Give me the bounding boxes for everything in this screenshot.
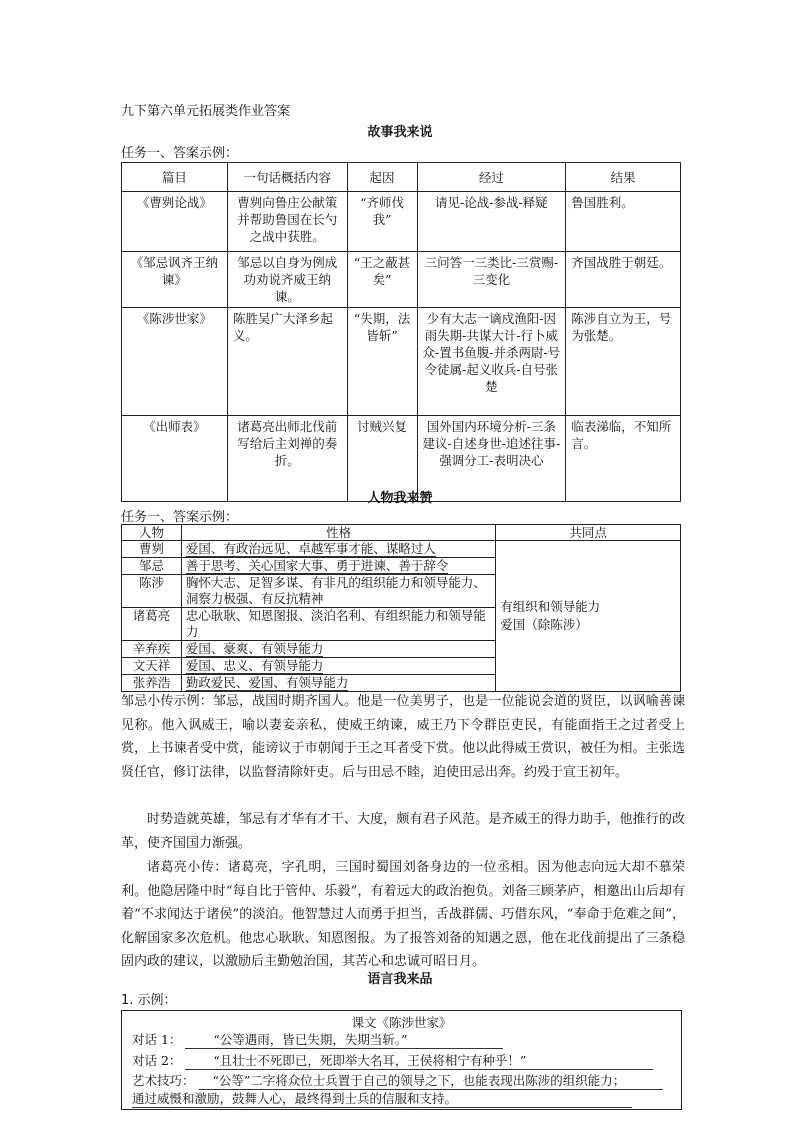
table-cell: 邹忌: [122, 558, 182, 575]
table-row: [122, 192, 681, 252]
trait-text: 勤政爱民、爱国、有领导能力: [185, 675, 349, 690]
header-cell: 结果: [566, 163, 681, 192]
table-cell: 少有大志一谪戍渔阳-因雨失期-共谋大计-行卜威众-置书鱼腹-并杀两尉-号令徒属-起义收兵-自号张楚: [417, 308, 566, 416]
section-heading-language: 语言我来品: [367, 972, 433, 987]
table-cell: 讨贼兴复: [347, 416, 417, 502]
table-cell: 陈涉自立为王，号为张楚。: [566, 308, 681, 416]
table-cell: 鲁国胜利。: [566, 192, 681, 252]
table-cell: 《邹忌讽齐王纳谏》: [122, 252, 228, 308]
table-cell: 曹刿向鲁庄公献策并帮助鲁国在长勺之战中获胜。: [227, 192, 347, 252]
art-technique: [132, 1072, 663, 1090]
task-label-2: 任务一、答案示例：: [121, 510, 239, 525]
header-cell: 起因: [347, 163, 417, 192]
story-table-header: [122, 163, 681, 192]
art-technique-cont: [132, 1090, 632, 1108]
table-cell: [181, 658, 495, 675]
table-cell: “王之蔽甚矣”: [347, 252, 417, 308]
table-cell: 临表涕临，不知所言。: [566, 416, 681, 502]
trait-text: 爱国、豪爽、有领导能力: [185, 641, 324, 656]
dialogue-2-label: 对话 2：: [132, 1053, 182, 1068]
header-cell: 人物: [122, 525, 182, 541]
story-table: [121, 162, 681, 502]
table-row: [122, 541, 681, 558]
dialogue-1-label: 对话 1：: [132, 1032, 182, 1047]
art-technique-text-1: “公等”二字将众位士兵置于自己的领导之下，也能表现出陈涉的组织能力；: [199, 1072, 663, 1090]
common-trait: 爱国（除陈涉）: [500, 617, 588, 632]
table-cell: 诸葛亮: [122, 608, 182, 641]
table-row: [122, 308, 681, 416]
table-row: [122, 252, 681, 308]
table-cell: 陈涉: [122, 575, 182, 608]
art-technique-label: 艺术技巧：: [132, 1073, 195, 1088]
table-cell: 胸怀大志、足智多谋、有非凡的组织能力和领导能力、洞察力极强、有反抗精神: [181, 575, 495, 608]
table-cell: 邹忌以自身为例成功劝说齐威王纳谏。: [227, 252, 347, 308]
dialogue-2-text: “且壮士不死即已，死即举大名耳，王侯将相宁有种乎！”: [185, 1052, 653, 1070]
table-cell: [181, 558, 495, 575]
table-cell: 《曹刿论战》: [122, 192, 228, 252]
art-technique-text-2: 通过威慑和激励，鼓舞人心，最终得到士兵的信服和支持。: [132, 1090, 632, 1108]
character-table-header: [122, 525, 681, 541]
example-box: [121, 1010, 682, 1110]
dialogue-2: [132, 1052, 653, 1070]
table-cell: 文天祥: [122, 658, 182, 675]
trait-text: 爱国、有政治远见、卓越军事才能、谋略过人: [185, 541, 436, 556]
table-cell: 陈胜吴广大泽乡起义。: [227, 308, 347, 416]
table-cell: 辛弃疾: [122, 641, 182, 658]
table-cell: [181, 675, 495, 692]
header-cell: 篇目: [122, 163, 228, 192]
trait-text: 善于思考、关心国家大事、勇于进谏、善于辞令: [185, 558, 449, 573]
dialogue-1-text: “公等遇雨，皆已失期，失期当斩。”: [185, 1031, 503, 1049]
table-cell: 曹刿: [122, 541, 182, 558]
zhuge-liang-bio: 诸葛亮小传：诸葛亮，字孔明，三国时蜀国刘备身边的一位丞相。因为他志向远大却不慕荣利。他隐居隆中时“每自比于管仲、乐毅”，有着远大的政治抱负。刘备三顾茅庐，相邀出山后却有着“不求闻达于诸侯”的淡泊。他智慧过人而勇于担当，舌战群儒、巧借东风，“奉命于危难之间”，化解国家多次危机。他忠心耿耿、知恩图报。为了报答刘备的知遇之恩，他在北伐前提出了三条稳固内政的建议，以激励后主勤勉治国，其苦心和忠诚可昭日月。: [121, 860, 685, 969]
dialogue-1: [132, 1031, 503, 1049]
table-cell: 三问答一三类比-三赏赐-三变化: [417, 252, 566, 308]
table-cell: 忠心耿耿、知恩图报、淡泊名利、有组织能力和领导能力: [181, 608, 495, 641]
header-cell: 一句话概括内容: [227, 163, 347, 192]
example-label: 1. 示例：: [121, 993, 177, 1008]
common-trait: 有组织和领导能力: [500, 599, 601, 614]
header-cell: 性格: [181, 525, 495, 541]
table-cell: “齐师伐我”: [347, 192, 417, 252]
table-cell: 齐国战胜于朝廷。: [566, 252, 681, 308]
table-cell: [181, 541, 495, 558]
table-cell: 《陈涉世家》: [122, 308, 228, 416]
section-heading-character: 人物我来赞: [367, 491, 433, 506]
header-cell: 共同点: [496, 525, 681, 541]
zou-ji-bio: 邹忌小传示例：邹忌，战国时期齐国人。他是一位美男子，也是一位能说会道的贤臣，以讽喻善谏见称。他入讽威王，喻以妻妾亲私，使威王纳谏，威王乃下令群臣吏民，有能面指王之过者受上赏，上书谏者受中赏，能谤议于市朝闻于王之耳者受下赏。他以此得威王赏识，被任为相。主张选贤任官，修订法律，以监督清除奸吏。后与田忌不睦，迫使田忌出奔。约殁于宣王初年。: [121, 694, 685, 780]
table-cell: 国外国内环境分析-三条建议-自述身世-追述往事-强调分工-表明决心: [417, 416, 566, 502]
trait-text: 爱国、忠义、有领导能力: [185, 658, 324, 673]
zou-ji-bio-comment: 时势造就英雄，邹忌有才华有才干、大度，颇有君子风范。是齐威王的得力助手，他推行的改革，使齐国国力渐强。: [121, 812, 685, 851]
character-table: [121, 524, 681, 692]
common-traits-cell: [496, 541, 681, 692]
document-title: 九下第六单元拓展类作业答案: [121, 104, 291, 119]
table-cell: [181, 641, 495, 658]
table-cell: “失期，法皆斩”: [347, 308, 417, 416]
table-cell: 诸葛亮出师北伐前写给后主刘禅的奏折。: [227, 416, 347, 502]
header-cell: 经过: [417, 163, 566, 192]
box-title: 课文《陈涉世家》: [351, 1015, 452, 1030]
section-heading-story: 故事我来说: [367, 125, 433, 140]
task-label-1: 任务一、答案示例：: [121, 146, 239, 161]
table-cell: 请见-论战-参战-释疑: [417, 192, 566, 252]
table-cell: 张养浩: [122, 675, 182, 692]
table-cell: 《出师表》: [122, 416, 228, 502]
